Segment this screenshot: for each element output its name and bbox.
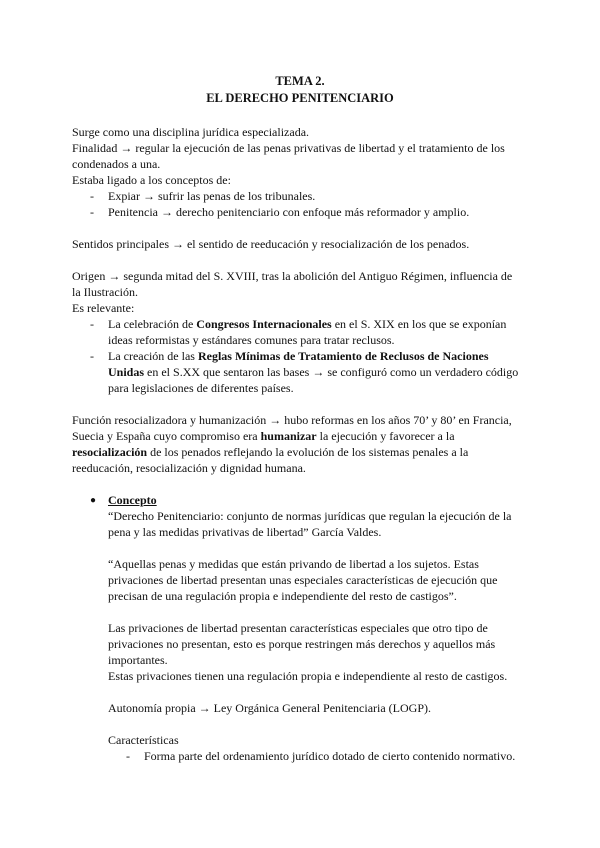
- origen-line: la Ilustración.: [72, 285, 138, 299]
- quote-line: “Aquellas penas y medidas que están privando de libertad a los sujetos. Estas: [108, 557, 479, 571]
- list-dash: -: [90, 317, 94, 331]
- page-subtitle: EL DERECHO PENITENCIARIO: [206, 91, 394, 105]
- list-dash: -: [126, 749, 130, 763]
- intro-line: Estaba ligado a los conceptos de:: [72, 173, 231, 187]
- page-title: TEMA 2.: [275, 74, 325, 88]
- funcion-line: reeducación, resocialización y dignidad humana.: [72, 461, 306, 475]
- list-item: La creación de las Reglas Mínimas de Tratamiento de Reclusos de Naciones: [108, 349, 489, 363]
- paragraph-line: Las privaciones de libertad presentan características especiales que otro tipo de: [108, 621, 488, 635]
- funcion-line: Función resocializadora y humanización → hubo reformas en los años 70’ y 80’ en Francia,: [72, 413, 512, 427]
- quote-line: precisan de una regulación propia e independiente del resto de castigos”.: [108, 589, 457, 603]
- funcion-line: Suecia y España cuyo compromiso era humanizar la ejecución y favorecer a la: [72, 429, 455, 443]
- paragraph-line: Estas privaciones tienen una regulación propia e independiente al resto de castigos.: [108, 669, 508, 683]
- quote-line: “Derecho Penitenciario: conjunto de normas jurídicas que regulan la ejecución de la: [108, 509, 512, 523]
- list-item-continuation: para legislaciones de diferentes países.: [108, 381, 294, 395]
- intro-line: Finalidad → regular la ejecución de las penas privativas de libertad y el tratamiento de los: [72, 141, 505, 155]
- intro-line: condenados a una.: [72, 157, 161, 171]
- list-item: La celebración de Congresos Internacionales en el S. XIX en los que se exponían: [108, 317, 507, 331]
- origen-line: Origen → segunda mitad del S. XVIII, tras la abolición del Antiguo Régimen, influencia de: [72, 269, 513, 283]
- list-item: Forma parte del ordenamiento jurídico dotado de cierto contenido normativo.: [144, 749, 516, 763]
- intro-line: Surge como una disciplina jurídica especializada.: [72, 125, 310, 139]
- paragraph-line: privaciones no presentan, esto es porque restringen más derechos y aquellos más: [108, 637, 496, 651]
- list-item: Penitencia → derecho penitenciario con enfoque más reformador y amplio.: [108, 205, 470, 219]
- funcion-line: resocialización de los penados reflejando la evolución de los sistemas penales a la: [72, 445, 469, 459]
- paragraph-line: importantes.: [108, 653, 168, 667]
- quote-line: privaciones de libertad presentan unas especiales características de ejecución que: [108, 573, 498, 587]
- list-item-continuation: Unidas en el S.XX que sentaron las bases → se configuró como un verdadero código: [108, 365, 519, 379]
- list-dash: -: [90, 189, 94, 203]
- autonomia-line: Autonomía propia → Ley Orgánica General Penitenciaria (LOGP).: [108, 701, 432, 715]
- list-item: Expiar → sufrir las penas de los tribunales.: [108, 189, 316, 203]
- origen-line: Es relevante:: [72, 301, 135, 315]
- list-dash: -: [90, 349, 94, 363]
- quote-line: pena y las medidas privativas de libertad” García Valdes.: [108, 525, 382, 539]
- list-dash: -: [90, 205, 94, 219]
- section-heading: Concepto: [108, 493, 157, 507]
- list-item-continuation: ideas reformistas y estándares comunes para tratar reclusos.: [108, 333, 395, 347]
- sentidos-line: Sentidos principales → el sentido de reeducación y resocialización de los penados.: [72, 237, 470, 251]
- caracteristicas-heading: Características: [108, 733, 179, 747]
- bullet-icon: ●: [90, 495, 97, 506]
